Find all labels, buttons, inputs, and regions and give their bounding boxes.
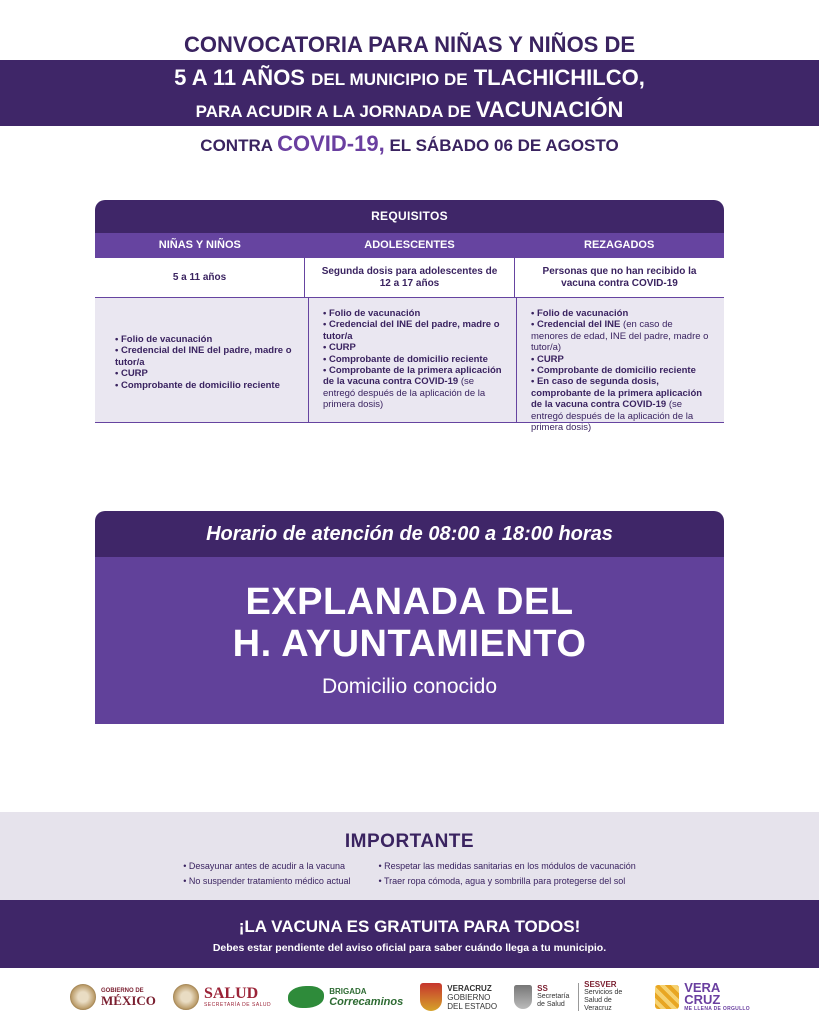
ss-sesver-logo: SS Secretaría de Salud SESVER Servicios de Salud de Veracruz [514,981,638,1013]
list-item: • Comprobante de domicilio reciente [323,353,488,365]
list-item: • CURP [115,368,148,380]
list-item: • Folio de vacunación [531,308,629,319]
list-item: • En caso de segunda dosis, comprobante de la primera aplicación de la vacuna contra COVID-19 (se entregó después de la aplicación de la primera dosis) [531,376,703,434]
location-address: Domicilio conocido [321,675,498,698]
roadrunner-icon [288,986,324,1008]
list-item: • Respetar las medidas sanitarias en los módulos de vacunación [378,861,636,871]
list-item: • Desayunar antes de acudir a la vacuna [183,861,345,871]
list-item: • Folio de vacunación [115,334,213,345]
requirements-title: REQUISITOS [95,200,724,233]
docs-lagging [517,298,724,434]
header-line-2 [0,62,819,94]
header-municipio-name: TLACHICHILCO, [473,65,645,90]
gobierno-mexico-logo: GOBIERNO DE MÉXICO [70,984,156,1010]
header-covid: COVID-19, [277,131,385,156]
location-name-line-1: EXPLANADA DEL [245,581,574,623]
location-name [95,557,724,665]
header-municipio-label: DEL MUNICIPIO DE [311,70,468,89]
header-date: EL SÁBADO 06 DE AGOSTO [389,136,619,155]
veracruz-pattern-icon [655,985,679,1009]
age-teens: Segunda dosis para adolescentes de 12 a 17 años [305,258,515,297]
list-item: • CURP [531,353,564,365]
important-section [0,812,819,900]
important-title: IMPORTANTE [344,831,475,852]
age-kids: 5 a 11 años [95,258,305,297]
veracruz-gobierno-logo: VERACRUZ GOBIERNO DEL ESTADO [420,983,497,1011]
list-item: • Comprobante de domicilio reciente [115,379,280,391]
list-item: • Comprobante de la primera aplicación de la vacuna contra COVID-19 (se entregó después de la aplicación de la primera dosis) [323,365,502,411]
important-list-right [378,859,635,889]
location-card [95,511,724,724]
table-row-ages [95,258,724,298]
free-title: ¡LA VACUNA ES GRATUITA PARA TODOS! [238,917,581,936]
col-header-teens: ADOLESCENTES [364,239,455,251]
header-line-3 [0,94,819,126]
veracruz-shield-icon [420,983,442,1011]
logos-footer [70,975,750,1019]
age-lagging: Personas que no han recibido la vacuna contra COVID-19 [542,265,697,289]
table-row-documents [95,298,724,434]
schedule-text: Horario de atención de 08:00 a 18:00 horas [95,511,724,557]
header-age-range: 5 A 11 AÑOS [174,65,305,90]
header-vacunacion: VACUNACIÓN [475,97,624,122]
list-item: • No suspender tratamiento médico actual [183,876,351,886]
list-item: • CURP [323,342,356,354]
col-header-lagging: REZAGADOS [584,239,655,251]
list-item: • Credencial del INE del padre, madre o tutor/a [323,319,500,342]
important-list-left [183,859,350,889]
header-line-1: CONVOCATORIA PARA NIÑAS Y NIÑOS DE [183,32,636,57]
eagle-seal-icon [70,984,96,1010]
logo-divider [578,983,579,1011]
ss-shield-icon [514,985,532,1009]
veracruz-orgullo-logo: VERA CRUZ ME LLENA DE ORGULLO [655,982,750,1013]
free-vaccine-band [0,900,819,968]
location-name-line-2: H. AYUNTAMIENTO [232,623,587,665]
free-subtitle: Debes estar pendiente del aviso oficial para saber cuándo llega a tu municipio. [212,942,607,954]
header-jornada-label: PARA ACUDIR A LA JORNADA DE [195,102,472,121]
docs-kids [95,298,309,422]
list-item: • Credencial del INE del padre, madre o tutor/a [115,345,292,368]
list-item: • Traer ropa cómoda, agua y sombrilla para protegerse del sol [378,876,626,886]
docs-teens [309,298,517,422]
header-line-4 [0,129,819,159]
important-columns [0,859,819,889]
salud-logo: SALUD SECRETARÍA DE SALUD [173,984,271,1010]
col-header-kids: NIÑAS Y NIÑOS [158,239,241,251]
requirements-header-row [95,233,724,258]
list-item: • Credencial del INE (en caso de menores de edad, INE del padre, madre o tutor/a) [531,319,709,354]
list-item: • Comprobante de domicilio reciente [531,365,696,377]
list-item: • Folio de vacunación [323,308,421,319]
requirements-table [95,200,724,434]
location-body [95,557,724,724]
eagle-seal-icon [173,984,199,1010]
brigada-correcaminos-logo: BRIGADA Correcaminos [288,986,403,1008]
header-contra: CONTRA [200,136,273,155]
